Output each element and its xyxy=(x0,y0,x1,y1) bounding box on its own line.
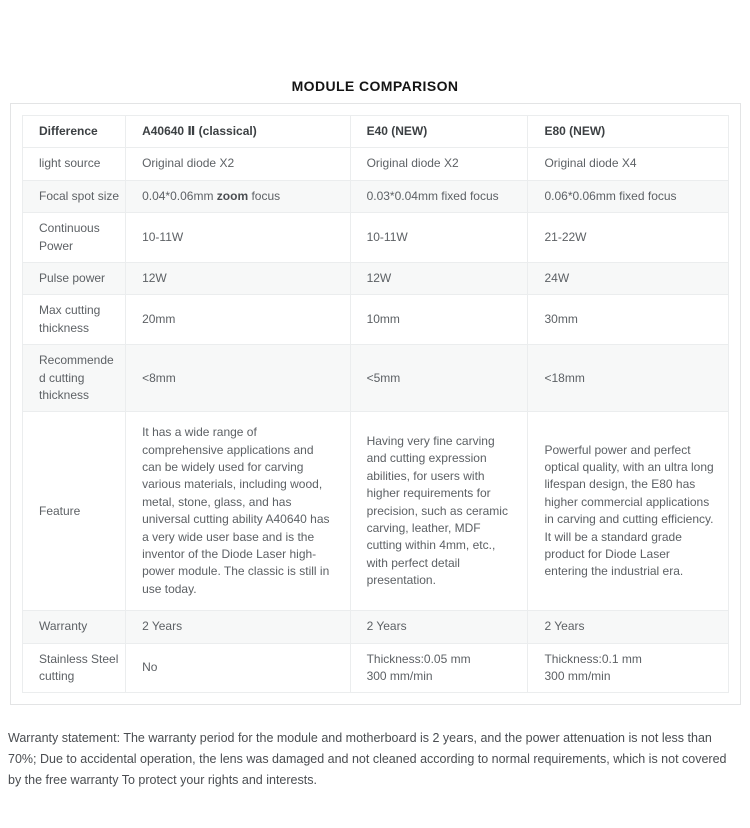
table-row-continuous-power xyxy=(23,213,729,263)
cell-continuous-e80: 21-22W xyxy=(528,213,729,263)
cell-stainless-a40640: No xyxy=(126,643,351,693)
table-header-row xyxy=(23,116,729,148)
page-title: MODULE COMPARISON xyxy=(291,78,459,94)
row-label-feature: Feature xyxy=(23,412,126,611)
header-e80: E80 (NEW) xyxy=(528,116,729,148)
stainless-e40-speed: 300 mm/min xyxy=(366,668,433,683)
row-label-light-source: light source xyxy=(23,148,126,180)
stainless-e80-speed: 300 mm/min xyxy=(544,668,611,683)
cell-max-cutting-e40: 10mm xyxy=(350,295,528,345)
cell-feature-e40: Having very fine carving and cutting expression abilities, for users with higher requirements for precision, such as ceramic carving, leather, MDF cutting within 4mm, etc., with perfect detail presentation. xyxy=(350,412,528,611)
row-label-pulse-power: Pulse power xyxy=(23,262,126,294)
stainless-e80-thickness: Thickness:0.1 mm xyxy=(544,651,642,666)
cell-warranty-a40640: 2 Years xyxy=(126,611,351,643)
cell-max-cutting-a40640: 20mm xyxy=(126,295,351,345)
table-row-feature xyxy=(23,412,729,611)
cell-light-source-e80: Original diode X4 xyxy=(528,148,729,180)
cell-light-source-e40: Original diode X2 xyxy=(350,148,528,180)
header-a40640: A40640 Ⅱ (classical) xyxy=(126,116,351,148)
cell-continuous-e40: 10-11W xyxy=(350,213,528,263)
cell-feature-a40640: It has a wide range of comprehensive applications and can be widely used for carving various materials, including wood, metal, stone, glass, and has universal cutting ability A40640 has a very wide user base and is the inventor of the Diode Laser high-power module. The classic is still in use today. xyxy=(126,412,351,611)
row-label-stainless-steel-cutting: Stainless Steel cutting xyxy=(23,643,126,693)
cell-pulse-e40: 12W xyxy=(350,262,528,294)
row-label-warranty: Warranty xyxy=(23,611,126,643)
cell-warranty-e40: 2 Years xyxy=(350,611,528,643)
row-label-max-cutting-thickness: Max cutting thickness xyxy=(23,295,126,345)
focal-a40640-bold-word: zoom xyxy=(216,188,249,203)
cell-focal-e40: 0.03*0.04mm fixed focus xyxy=(350,180,528,212)
cell-recommended-a40640: <8mm xyxy=(126,345,351,412)
cell-pulse-e80: 24W xyxy=(528,262,729,294)
cell-stainless-e40 xyxy=(350,643,528,693)
cell-recommended-e40: <5mm xyxy=(350,345,528,412)
cell-stainless-e80 xyxy=(528,643,729,693)
table-row-warranty xyxy=(23,611,729,643)
header-e40: E40 (NEW) xyxy=(350,116,528,148)
header-difference: Difference xyxy=(23,116,126,148)
table-row-pulse-power xyxy=(23,262,729,294)
warranty-statement: Warranty statement: The warranty period for the module and motherboard is 2 years, and the power attenuation is not less than 70%; Due to accidental operation, the lens was damaged and not cleaned according to normal requirements, which is not covered by the free warranty To protect your rights and interests. xyxy=(8,731,727,787)
cell-continuous-a40640: 10-11W xyxy=(126,213,351,263)
table-row-stainless-steel-cutting xyxy=(23,643,729,693)
focal-a40640-prefix: 0.04*0.06mm xyxy=(142,188,217,203)
cell-pulse-a40640: 12W xyxy=(126,262,351,294)
cell-warranty-e80: 2 Years xyxy=(528,611,729,643)
cell-feature-e80: Powerful power and perfect optical quality, with an ultra long lifespan design, the E80 has higher commercial applications in carving and cutting efficiency. It will be a standard grade product for Diode Laser entering the industrial era. xyxy=(528,412,729,611)
row-label-continuous-power: Continuous Power xyxy=(23,213,126,263)
cell-max-cutting-e80: 30mm xyxy=(528,295,729,345)
table-row-max-cutting-thickness xyxy=(23,295,729,345)
cell-focal-a40640 xyxy=(126,180,351,212)
row-label-focal-spot-size: Focal spot size xyxy=(23,180,126,212)
table-row-focal-spot-size xyxy=(23,180,729,212)
cell-recommended-e80: <18mm xyxy=(528,345,729,412)
stainless-e40-thickness: Thickness:0.05 mm xyxy=(366,651,471,666)
table-row-recommended-cutting-thickness xyxy=(23,345,729,412)
page xyxy=(0,78,750,790)
comparison-table xyxy=(22,115,729,693)
table-row-light-source xyxy=(23,148,729,180)
cell-light-source-a40640: Original diode X2 xyxy=(126,148,351,180)
cell-focal-e80: 0.06*0.06mm fixed focus xyxy=(528,180,729,212)
comparison-table-container xyxy=(10,103,741,705)
focal-a40640-suffix: focus xyxy=(248,188,281,203)
row-label-recommended-cutting-thickness: Recommended cutting thickness xyxy=(23,345,126,412)
